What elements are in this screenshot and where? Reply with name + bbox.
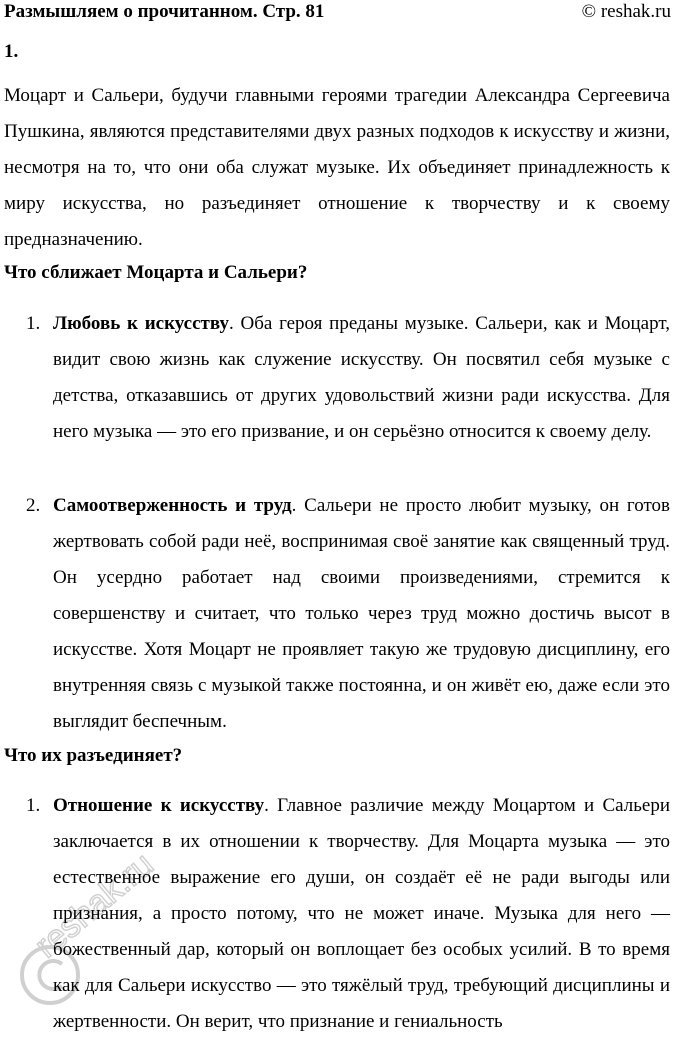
list-item-body: . Сальери не просто любит музыку, он готов жертвовать собой ради неё, воспринимая своё занятие как священный труд. Он усердно работает над своими произведениями, стремится к совершенству и считает, что только через труд можно достичь высот в искусстве. Хотя Моцарт не проявляет такую же трудовую дисциплину, его внутренняя связь с музыкой также постоянна, и он живёт ею, даже если это выглядит беспечным. <box>53 495 670 732</box>
list-item-body: . Главное различие между Моцартом и Сальери заключается в их отношении к творчеству. Для Моцарта музыка — это естественное выражение его души, он создаёт её не ради выгоды или признания, а просто потому, что не может иначе. Музыка для него — божественный дар, который он воплощает без особых усилий. В то время как для Сальери искусство — это тяжёлый труд, требующий дисциплины и жертвенности. Он верит, что признание и гениальность <box>53 795 671 1032</box>
list-item-body: . Оба героя преданы музыке. Сальери, как и Моцарт, видит свою жизнь как служение искусству. Он посвятил себя музыке с детства, отказавшись от других удовольствий жизни ради искусства. Для него музыка — это его призвание, и он серьёзно относится к своему делу. <box>53 313 670 442</box>
list-item-text <box>53 488 670 740</box>
list-number: 1. <box>26 795 41 816</box>
list-item-text <box>53 306 670 450</box>
intro-paragraph: Моцарт и Сальери, будучи главными героями трагедии Александра Сергеевича Пушкина, являются представителями двух разных подходов к искусству и жизни, несмотря на то, что они оба служат музыке. Их объединяет принадлежность к миру искусства, но разъединяет отношение к творчеству и к своему предназначению. <box>4 85 670 250</box>
list-item-term: Самоотверженность и труд <box>53 495 292 516</box>
list-item-term: Любовь к искусству <box>53 313 229 334</box>
site-credit: © reshak.ru <box>581 1 671 22</box>
page-title: Размышляем о прочитанном. Стр. 81 <box>4 1 325 22</box>
section-heading-differences: Что их разъединяет? <box>4 745 183 766</box>
list-item <box>26 306 670 450</box>
list-number: 1. <box>26 313 41 334</box>
list-item <box>26 488 670 740</box>
list-item-text <box>53 788 670 1040</box>
list-number: 2. <box>26 495 41 516</box>
task-number: 1. <box>4 41 19 62</box>
list-item <box>26 788 671 1040</box>
section-heading-similarities: Что сближает Моцарта и Сальери? <box>4 262 308 283</box>
header <box>4 0 671 28</box>
list-item-term: Отношение к искусству <box>53 795 265 816</box>
watermark-text: reshak.ru <box>27 845 161 966</box>
